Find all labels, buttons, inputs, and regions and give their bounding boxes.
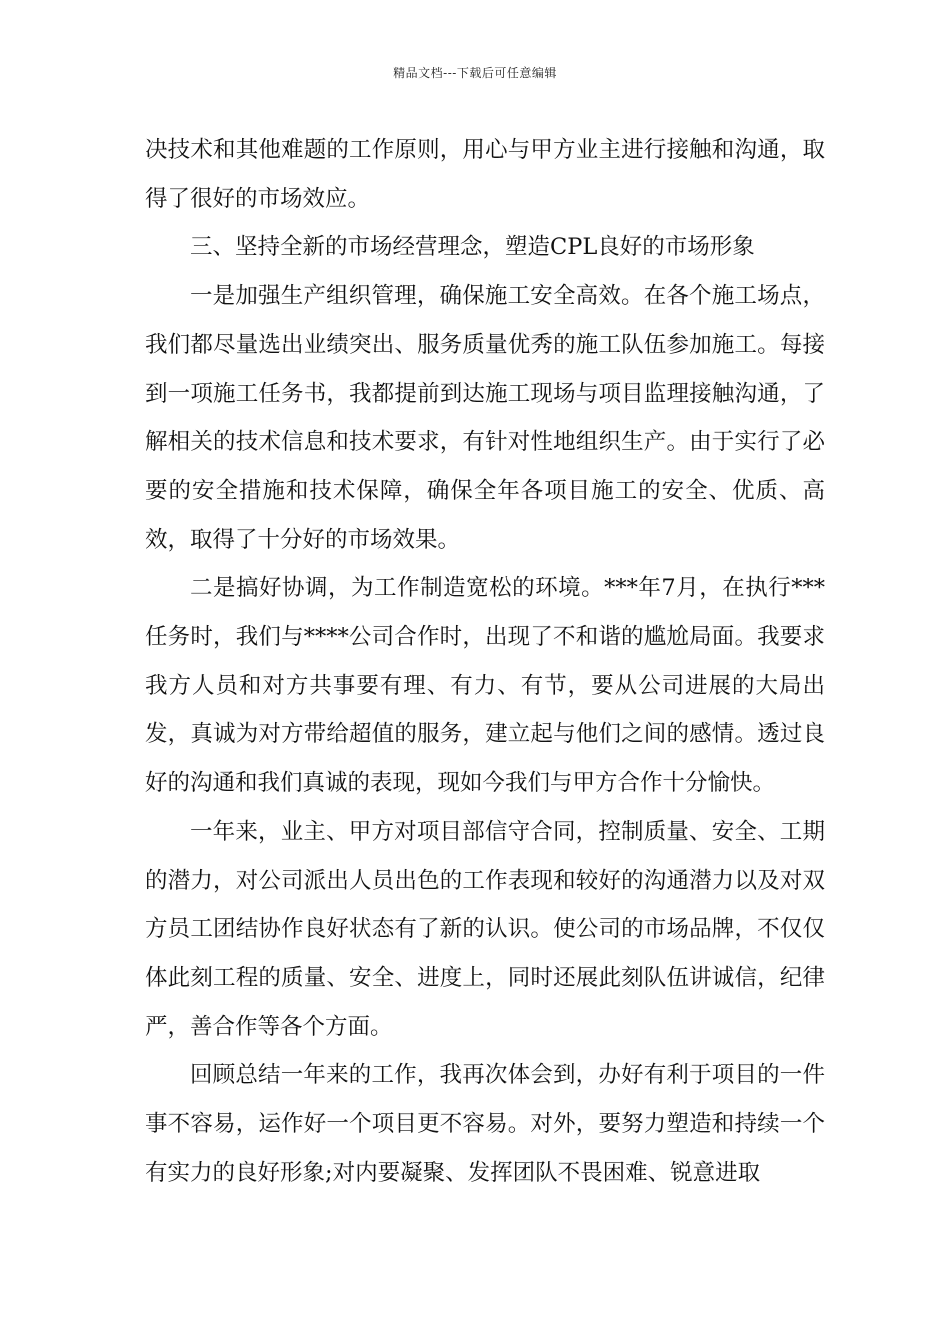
paragraph: 决技术和其他难题的工作原则，用心与甲方业主进行接触和沟通，取得了很好的市场效应。 [145,137,825,212]
document-body [145,126,825,1197]
paragraph: 一是加强生产组织管理，确保施工安全高效。在各个施工场点，我们都尽量选出业绩突出、服务质量优秀的施工队伍参加施工。每接到一项施工任务书，我都提前到达施工现场与项目监理接触沟通，了解相关的技术信息和技术要求，有针对性地组织生产。由于实行了必要的安全措施和技术保障，确保全年各项目施工的安全、优质、高效，取得了十分好的市场效果。 [145,283,825,553]
paragraph: 一年来，业主、甲方对项目部信守合同，控制质量、安全、工期的潜力，对公司派出人员出色的工作表现和较好的沟通潜力以及对双方员工团结协作良好状态有了新的认识。使公司的市场品牌，不仅仅体此刻工程的质量、安全、进度上，同时还展此刻队伍讲诚信，纪律严，善合作等各个方面。 [145,818,825,1040]
paragraph: 二是搞好协调，为工作制造宽松的环境。***年7月，在执行***任务时，我们与****公司合作时，出现了不和谐的尴尬局面。我要求我方人员和对方共事要有理、有力、有节，要从公司进展的大局出发，真诚为对方带给超值的服务，建立起与他们之间的感情。透过良好的沟通和我们真诚的表现，现如今我们与甲方合作十分愉快。 [145,575,825,797]
paragraph: 回顾总结一年来的工作，我再次体会到，办好有利于项目的一件事不容易，运作好一个项目更不容易。对外，要努力塑造和持续一个有实力的良好形象;对内要凝聚、发挥团队不畏困难、锐意进取 [145,1062,825,1186]
section-heading: 三、坚持全新的市场经营理念，塑造CPL良好的市场形象 [190,234,755,261]
page-header: 精品文档---下载后可任意编辑 [393,66,557,80]
